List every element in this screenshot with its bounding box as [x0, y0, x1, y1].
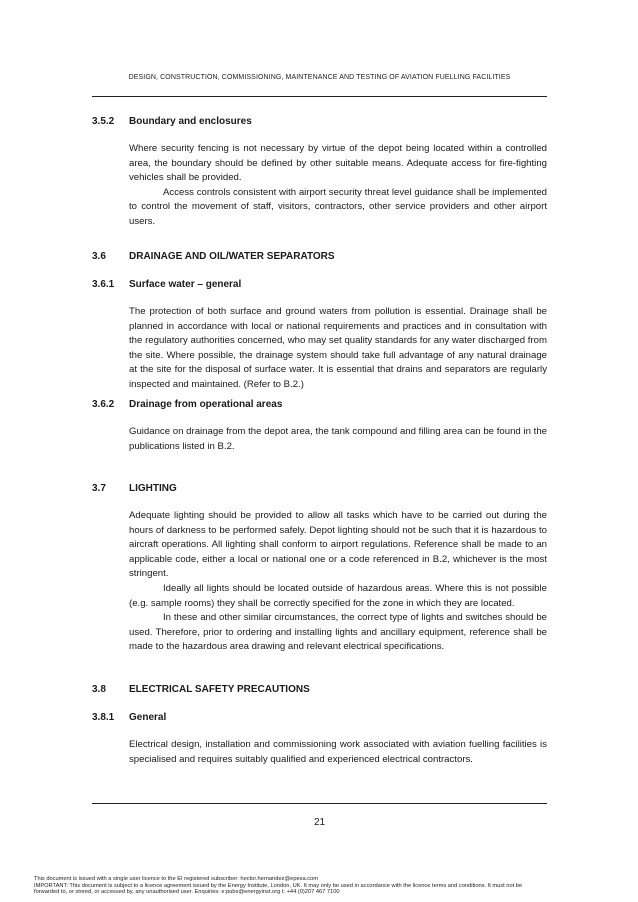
section-title: ELECTRICAL SAFETY PRECAUTIONS: [129, 684, 310, 695]
section-number: 3.8.1: [92, 712, 115, 723]
section-heading-3-6-1: [92, 279, 241, 290]
section-heading-3-6: [92, 251, 335, 262]
running-header: DESIGN, CONSTRUCTION, COMMISSIONING, MAINTENANCE AND TESTING OF AVIATION FUELLING FACILITIES: [128, 74, 511, 81]
licence-notice: [34, 876, 614, 896]
paragraph: Guidance on drainage from the depot area, the tank compound and filling area can be found in the publications listed in B.2.: [129, 426, 547, 452]
section-body-3-5-2: [129, 142, 547, 230]
paragraph: Where security fencing is not necessary by virtue of the depot being located within a controlled area, the boundary should be defined by other suitable means. Adequate access for fire-fighting vehicles shall be provided.: [129, 143, 547, 184]
section-title: Boundary and enclosures: [129, 116, 252, 127]
section-number: 3.6: [92, 251, 106, 262]
section-title: LIGHTING: [129, 483, 177, 494]
paragraph: The protection of both surface and ground waters from pollution is essential. Drainage shall be planned in accordance with local or national requirements and practices and in consultation with the regulatory authorities concerned, who may set quality standards for any water discharged from the site. Where possible, the drainage system should take full advantage of any natural drainage at the site for the disposal of surface water. It is essential that drains and separators are regularly inspected and maintained. (Refer to B.2.): [129, 306, 547, 390]
licence-line: IMPORTANT: This document is subject to a licence agreement issued by the Energy Institute, London, UK. It may only be used in accordance with the licence terms and conditions. It must not be: [34, 882, 523, 889]
section-heading-3-7: [92, 483, 177, 494]
header-rule: [92, 96, 547, 97]
paragraph: Access controls consistent with airport security threat level guidance shall be implemented to control the movement of staff, visitors, contractors, other service providers and other airport users.: [129, 186, 547, 227]
section-body-3-6-1: [129, 305, 547, 393]
section-number: 3.5.2: [92, 116, 115, 127]
footer-rule: [92, 803, 547, 804]
paragraph: Electrical design, installation and commissioning work associated with aviation fuelling facilities is specialised and requires suitably qualified and experienced electrical contractors.: [129, 739, 547, 765]
section-title: General: [129, 712, 167, 723]
section-number: 3.8: [92, 684, 106, 695]
section-body-3-6-2: [129, 425, 547, 454]
section-heading-3-6-2: [92, 399, 282, 410]
section-title: Drainage from operational areas: [129, 399, 283, 410]
section-number: 3.6.2: [92, 399, 115, 410]
section-heading-3-5-2: [92, 116, 252, 127]
section-number: 3.6.1: [92, 279, 115, 290]
section-heading-3-8-1: [92, 712, 166, 723]
paragraph: Ideally all lights should be located outside of hazardous areas. Where this is not possible (e.g. sample rooms) they shall be correctly specified for the zone in which they are located.: [129, 582, 547, 609]
section-title: DRAINAGE AND OIL/WATER SEPARATORS: [129, 251, 335, 262]
page-number: 21: [313, 817, 326, 828]
section-heading-3-8: [92, 684, 310, 695]
section-body-3-8-1: [129, 738, 547, 767]
licence-line: This document is issued with a single user licence to the EI registered subscriber: hector.hernandez@epesa.com: [34, 876, 318, 882]
licence-line: forwarded to, or stored, or accessed by, any unauthorised user. Enquiries: e:pubs@energyinst.org t: +44 (0)207 467 7100: [34, 889, 340, 896]
section-title: Surface water – general: [129, 279, 242, 290]
paragraph: In these and other similar circumstances, the correct type of lights and switches should be used. Therefore, prior to ordering and installing lights and ancillary equipment, reference shall be made to the hazardous area drawing and relevant electrical specifications.: [129, 612, 547, 653]
section-body-3-7: [129, 509, 547, 655]
section-number: 3.7: [92, 483, 106, 494]
paragraph: Adequate lighting should be provided to allow all tasks which have to be carried out during the hours of darkness to be performed safely. Depot lighting should not be such that it is hazardous to aircraft operations. All lighting shall conform to airport regulations. Reference shall be made to an applicable code, either a local or national one or a code referenced in B.2, whichever is the most stringent.: [129, 510, 547, 580]
